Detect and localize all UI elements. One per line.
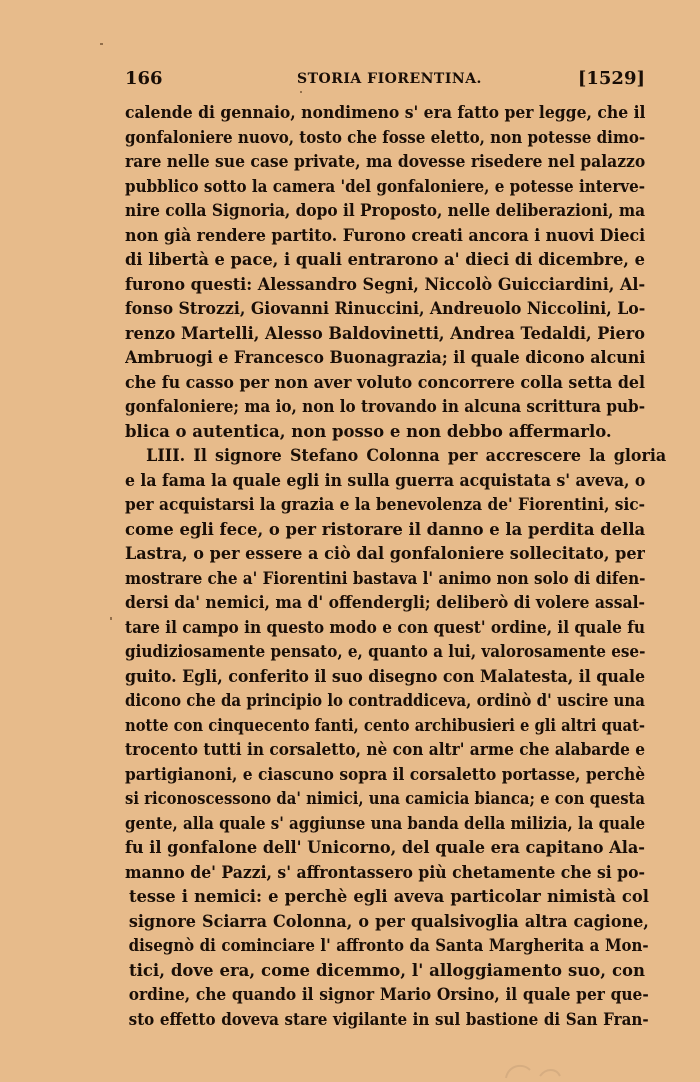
text-line: gonfaloniere; ma io, non lo trovando in alcuna scrittura pub- [125,397,646,416]
text-line: non già rendere partito. Furono creati ancora i nuovi Dieci [125,225,646,245]
text-line: e la fama la quale egli in sulla guerra acquistata s' aveva, o [125,470,645,490]
text-line: tare il campo in questo modo e con quest' ordine, il quale fu [125,617,645,637]
text-line: notte con cinquecento fanti, cento archibusieri e gli altri quat- [125,715,645,735]
text-line: guito. Egli, conferito il suo disegno con Malatesta, il quale [125,666,645,686]
text-line: dicono che da principio lo contraddiceva, ordinò d' uscire una [125,691,645,710]
text-line: ordine, che quando il signor Mario Orsino, il quale per que- [128,985,649,1004]
text-line: tesse i nemici: e perchè egli aveva particolar nimistà col [128,887,649,906]
text-line: signore Sciarra Colonna, o per qualsivoglia altra cagione, [128,911,649,931]
text-line: gonfaloniere nuovo, tosto che fosse eletto, non potesse dimo- [125,127,646,147]
page-number: 166 [125,68,163,89]
section-heading-line: LIII. Il signore Stefano Colonna per accrescere la gloria [146,446,667,465]
text-line: di libertà e pace, i quali entrarono a' dieci di dicembre, e [125,250,645,269]
text-line: trocento tutti in corsaletto, nè con altr' arme che alabarde e [125,740,645,759]
page-header [125,68,645,94]
running-title: STORIA FIORENTINA. [297,71,482,87]
text-line: partigianoni, e ciascuno sopra il corsaletto portasse, perchè [125,764,646,784]
text-line: fonso Strozzi, Giovanni Rinuccini, Andreuolo Niccolini, Lo- [125,299,645,318]
year-marker: [1529] [577,68,645,89]
scan-speck [300,91,302,93]
text-line: dersi da' nemici, ma d' offendergli; deliberò di volere assal- [125,593,646,612]
text-line: giudiziosamente pensato, e, quanto a lui, valorosamente ese- [125,642,646,661]
text-line: Lastra, o per essere a ciò dal gonfaloniere sollecitato, per [125,544,646,563]
text-line: renzo Martelli, Alesso Baldovinetti, Andrea Tedaldi, Piero [125,323,645,343]
text-line: per acquistarsi la grazia e la benevolenza de' Fiorentini, sic- [125,495,646,514]
text-line: pubblico sotto la camera 'del gonfaloniere, e potesse interve- [125,176,645,196]
text-line: manno de' Pazzi, s' affrontassero più chetamente che si po- [125,862,646,882]
text-line: nire colla Signoria, dopo il Proposto, nelle deliberazioni, ma [125,201,646,220]
body-text [125,101,667,1032]
text-line: blica o autentica, non posso e non debbo affermarlo. [125,421,612,441]
text-line: mostrare che a' Fiorentini bastava l' animo non solo di difen- [125,568,646,588]
text-line: furono questi: Alessandro Segni, Niccolò Guicciardini, Al- [125,274,646,294]
text-line: disegnò di cominciare l' affronto da Santa Margherita a Mon- [128,936,649,955]
text-line: si riconoscessono da' nimici, una camicia bianca; e con questa [125,789,645,808]
text-line: come egli fece, o per ristorare il danno e la perdita della [125,519,646,539]
text-line: sto effetto doveva stare vigilante in sul bastione di San Fran- [128,1009,649,1029]
text-line: rare nelle sue case private, ma dovesse risedere nel palazzo [125,152,645,171]
text-line: calende di gennaio, nondimeno s' era fatto per legge, che il [125,103,646,122]
text-line: che fu casso per non aver voluto concorrere colla setta del [125,372,645,392]
text-line: fu il gonfalone dell' Unicorno, del quale era capitano Ala- [125,838,645,857]
text-line: tici, dove era, come dicemmo, l' alloggiamento suo, con [129,960,645,980]
scan-speck [100,43,103,45]
scan-watermark-fragment [500,1052,590,1082]
scan-speck [110,617,112,620]
text-line: Ambruogi e Francesco Buonagrazia; il quale dicono alcuni [125,348,646,367]
text-line: gente, alla quale s' aggiunse una banda della milizia, la quale [125,813,646,833]
